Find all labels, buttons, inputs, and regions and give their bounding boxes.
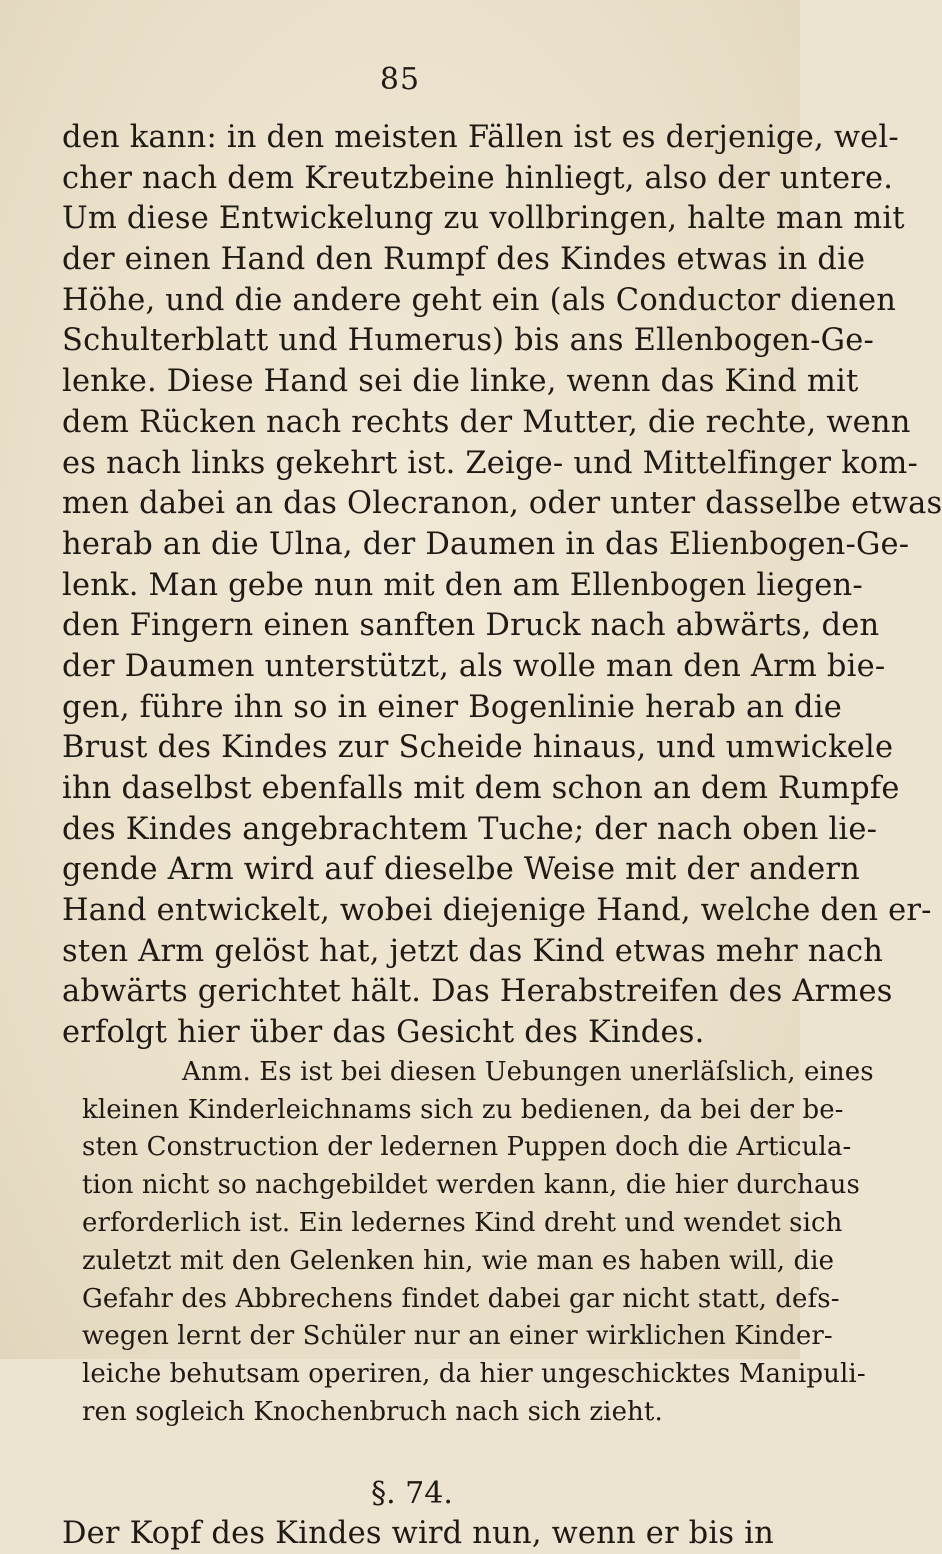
main-text-block xyxy=(62,118,942,1554)
note-line: kleinen Kinderleichnams sich zu bedienen, da bei der be- xyxy=(82,1094,844,1125)
note-line: Gefahr des Abbrechens findet dabei gar nicht statt, defs- xyxy=(82,1283,840,1314)
text-line: der Daumen unterstützt, als wolle man den Arm bie- xyxy=(62,648,886,684)
text-line: sten Arm gelöst hat, jetzt das Kind etwas mehr nach xyxy=(62,933,884,969)
text-line: Der Kopf des Kindes wird nun, wenn er bis in xyxy=(62,1515,774,1551)
note-line: erforderlich ist. Ein ledernes Kind dreht und wendet sich xyxy=(82,1208,843,1238)
note-line: ren sogleich Knochenbruch nach sich zieht. xyxy=(82,1396,663,1427)
text-line: Schulterblatt und Humerus) bis ans Ellenbogen-Ge- xyxy=(62,323,874,359)
text-line: abwärts gerichtet hält. Das Herabstreifen des Armes xyxy=(62,974,893,1010)
section-heading: §. 74. xyxy=(371,1475,453,1511)
text-line: lenke. Diese Hand sei die linke, wenn das Kind mit xyxy=(62,364,859,400)
note-line: sten Construction der ledernen Puppen doch die Articula- xyxy=(82,1132,852,1163)
text-line: ihn daselbst ebenfalls mit dem schon an dem Rumpfe xyxy=(62,771,900,806)
text-line: dem Rücken nach rechts der Mutter, die rechte, wenn xyxy=(62,404,911,440)
text-line: es nach links gekehrt ist. Zeige- und Mittelfinger kom- xyxy=(62,445,918,481)
note-line: Anm. Es ist bei diesen Uebungen unerläſslich, eines xyxy=(182,1056,874,1087)
text-line: Hand entwickelt, wobei diejenige Hand, welche den er- xyxy=(62,893,932,929)
footnote-block xyxy=(82,1054,874,1432)
text-line: lenk. Man gebe nun mit den am Ellenbogen liegen- xyxy=(62,567,863,603)
text-line: Brust des Kindes zur Scheide hinaus, und umwickele xyxy=(62,730,894,766)
text-line: gen, führe ihn so in einer Bogenlinie herab an die xyxy=(62,689,842,725)
text-line: Um diese Entwickelung zu vollbringen, halte man mit xyxy=(62,201,905,237)
text-line: erfolgt hier über das Gesicht des Kindes. xyxy=(62,1015,705,1051)
text-line: Höhe, und die andere geht ein (als Conductor dienen xyxy=(62,282,897,318)
text-line: cher nach dem Kreutzbeine hinliegt, also der untere. xyxy=(62,160,894,196)
text-line: gende Arm wird auf dieselbe Weise mit der andern xyxy=(62,852,860,888)
note-line: tion nicht so nachgebildet werden kann, die hier durchaus xyxy=(82,1170,860,1201)
page-number: 85 xyxy=(379,62,421,97)
text-line: den Fingern einen sanften Druck nach abwärts, den xyxy=(62,608,880,644)
note-line: zuletzt mit den Gelenken hin, wie man es haben will, die xyxy=(82,1245,835,1276)
text-line: men dabei an das Olecranon, oder unter dasselbe etwas xyxy=(62,486,942,522)
note-line: wegen lernt der Schüler nur an einer wirklichen Kinder- xyxy=(82,1321,833,1352)
text-line: des Kindes angebrachtem Tuche; der nach oben lie- xyxy=(62,811,878,847)
text-line: der einen Hand den Rumpf des Kindes etwas in die xyxy=(62,242,866,278)
text-line: den kann: in den meisten Fällen ist es derjenige, wel- xyxy=(62,120,899,155)
text-line: herab an die Ulna, der Daumen in das Elienbogen-Ge- xyxy=(62,526,910,562)
note-line: leiche behutsam operiren, da hier ungeschicktes Manipuli- xyxy=(82,1359,866,1390)
